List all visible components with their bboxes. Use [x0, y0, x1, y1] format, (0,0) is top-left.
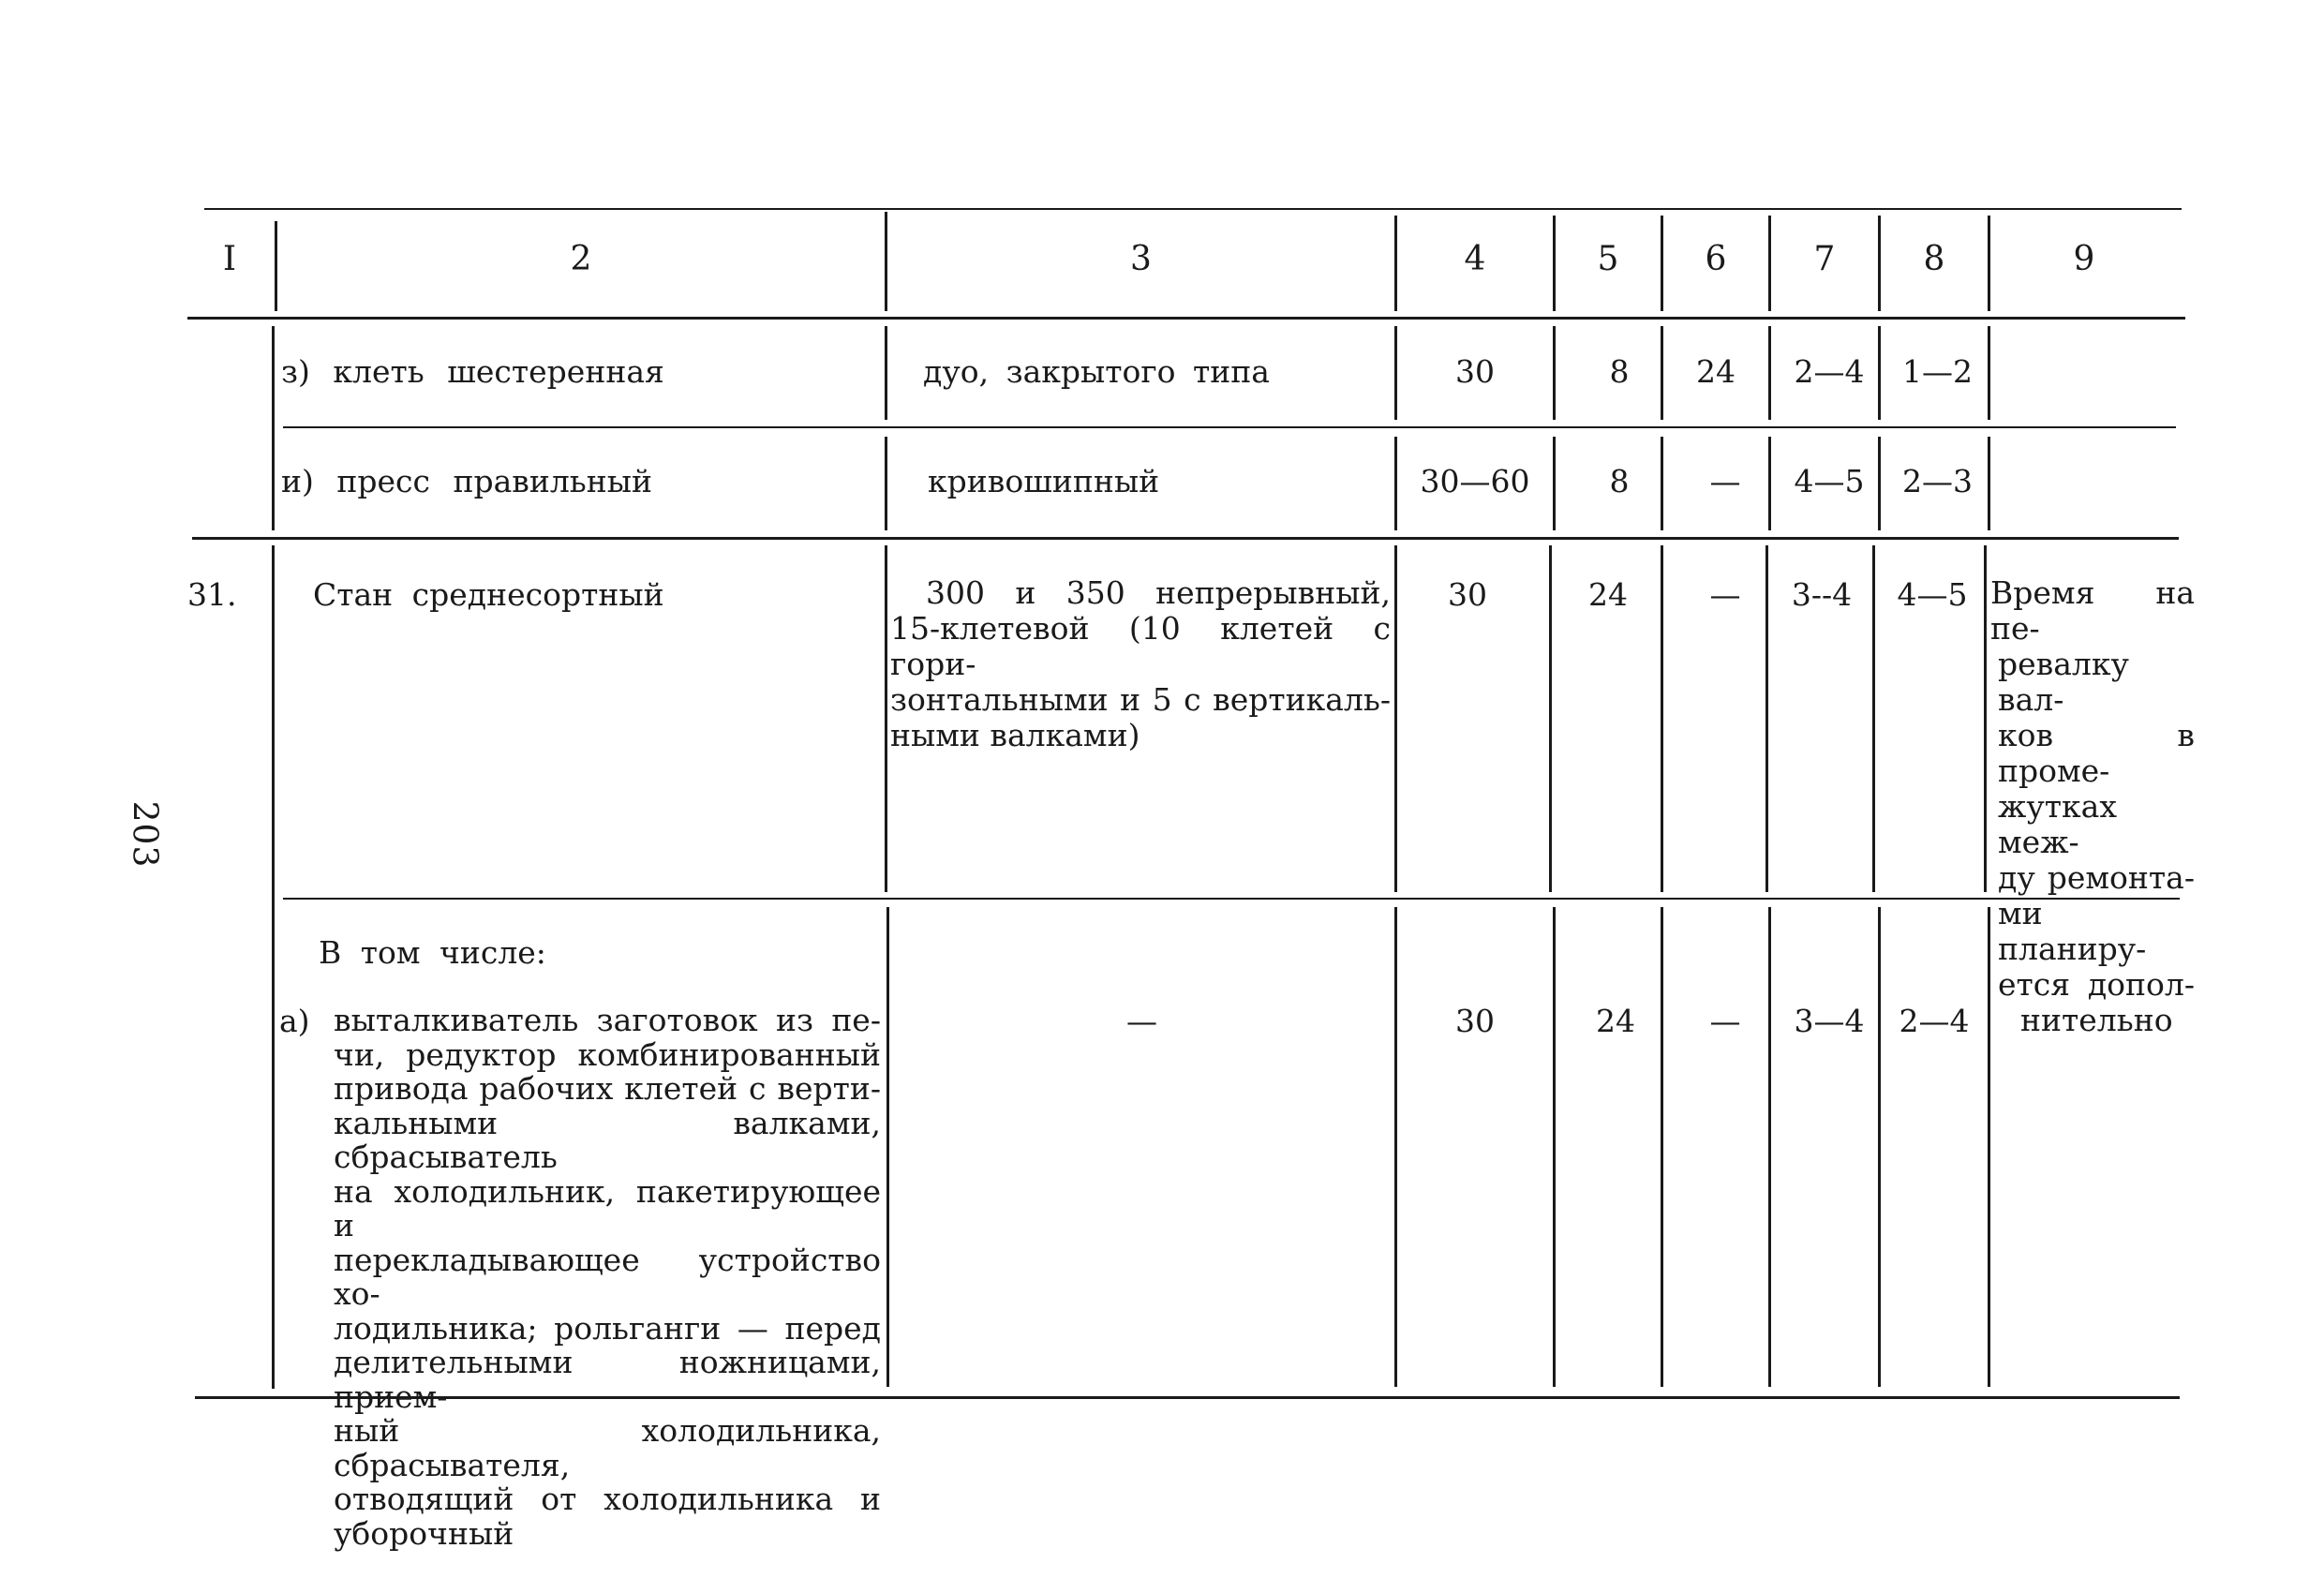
row-31-col6: —: [1709, 576, 1741, 613]
row-31-note: [1990, 575, 2195, 1038]
body-divider-7-8-c: [1872, 545, 1875, 892]
row-a-description-line: привода рабочих клетей с верти-: [334, 1070, 881, 1107]
table-top-rule: [204, 208, 2182, 210]
body-divider-7-8-d: [1878, 907, 1881, 1387]
body-divider-7-8: [1878, 326, 1881, 420]
row-a-col7: 3—4: [1794, 1003, 1865, 1039]
body-divider-4-5-d: [1553, 907, 1556, 1387]
row-31-type: [890, 575, 1391, 753]
row-a-intro: В том числе:: [319, 934, 546, 971]
row-31-note-line: ков в проме-: [1998, 717, 2195, 789]
body-divider-4-5-c: [1549, 545, 1552, 892]
body-divider-4-5: [1553, 326, 1556, 420]
row-a-description-line: ный холодильника, сбрасывателя,: [334, 1412, 881, 1483]
header-col-2: 2: [570, 240, 592, 278]
header-bottom-rule: [187, 317, 2185, 320]
body-divider-6-7-d: [1768, 907, 1771, 1387]
row-31-note-line: ду ремонта-: [1998, 859, 2195, 896]
row-a-col3: —: [1126, 1003, 1157, 1039]
row-i-name: и) пресс правильный: [281, 463, 653, 499]
row-a-description-line: лодильника; рольганги — перед: [334, 1309, 881, 1347]
row-i-col5: 8: [1609, 463, 1630, 499]
header-col-9: 9: [2073, 240, 2095, 278]
row-z-bottom-rule: [283, 426, 2176, 428]
row-a-col4: 30: [1455, 1003, 1495, 1039]
body-divider-7-8-b: [1878, 437, 1881, 530]
header-col-6: 6: [1705, 240, 1727, 278]
body-divider-8-9-c: [1984, 545, 1987, 892]
row-z-name: з) клеть шестеренная: [281, 353, 664, 390]
body-divider-8-9: [1988, 326, 1990, 420]
row-a-col8: 2—4: [1899, 1003, 1970, 1039]
row-31-name: Стан среднесортный: [313, 576, 664, 613]
header-col-4: 4: [1464, 240, 1486, 278]
row-a-description-line: на холодильник, пакетирующее и: [334, 1172, 881, 1243]
row-z-col8: 1—2: [1902, 353, 1973, 390]
body-divider-1-2-lower: [272, 545, 275, 1389]
row-a-col5: 24: [1596, 1003, 1635, 1039]
row-a-col6: —: [1709, 1003, 1741, 1039]
row-a-description: [334, 1004, 881, 1551]
body-divider-3-4-d: [1394, 907, 1397, 1387]
row-a-description-line: чи, редуктор комбинированный: [334, 1035, 881, 1073]
row-31-col4: 30: [1448, 576, 1487, 613]
row-i-type: кривошипный: [928, 463, 1160, 499]
body-divider-2-3: [885, 326, 887, 420]
row-31-col5: 24: [1588, 576, 1628, 613]
header-col-3: 3: [1130, 240, 1152, 278]
body-divider-8-9-b: [1988, 437, 1990, 530]
row-a-marker: а): [279, 1003, 310, 1039]
row-a-description-line: выталкиватель заготовок из пе-: [334, 1002, 881, 1038]
row-31-note-line: ревалку вал-: [1998, 646, 2129, 718]
row-31-note-line: ми планиру-: [1998, 895, 2147, 967]
row-z-col6: 24: [1696, 353, 1736, 390]
row-i-bottom-rule: [192, 537, 2179, 540]
row-i-col7: 4—5: [1794, 463, 1865, 499]
row-31-number: 31.: [187, 576, 237, 613]
row-a-description-line: перекладывающее устройство хо-: [334, 1241, 881, 1312]
row-31-note-line: нительно: [2020, 1002, 2173, 1038]
body-divider-1-2: [272, 326, 275, 530]
row-z-col5: 8: [1609, 353, 1630, 390]
body-divider-5-6-d: [1661, 907, 1663, 1387]
body-divider-2-3-d: [886, 907, 889, 1387]
row-31-col7: 3--4: [1791, 576, 1853, 613]
body-divider-2-3-b: [885, 437, 887, 530]
header-col-8: 8: [1923, 240, 1945, 278]
row-z-type: дуо, закрытого типа: [923, 353, 1270, 390]
header-col-7: 7: [1813, 240, 1836, 278]
row-31-col8: 4—5: [1897, 576, 1968, 613]
body-divider-6-7: [1768, 326, 1771, 420]
row-31-note-line: Время на пе-: [1990, 574, 2195, 647]
row-31-note-line: ется допол-: [1998, 966, 2195, 1003]
row-i-col6: —: [1709, 463, 1741, 499]
row-a-description-line: делительными ножницами, прием-: [334, 1344, 881, 1415]
header-col-1: I: [222, 240, 237, 278]
row-31-type-line: 15-клетевой (10 клетей с гори-: [890, 610, 1391, 682]
row-z-col7: 2—4: [1794, 353, 1865, 390]
body-divider-4-5-b: [1553, 437, 1556, 530]
row-31-note-line: жутках меж-: [1998, 788, 2117, 860]
row-a-description-line: уборочный: [334, 1514, 514, 1552]
row-i-col8: 2—3: [1902, 463, 1973, 499]
body-divider-2-3-c: [885, 545, 887, 892]
row-i-col4: 30—60: [1420, 463, 1530, 499]
row-31-type-line: 300 и 350 непрерывный,: [926, 574, 1391, 611]
row-z-col4: 30: [1455, 353, 1495, 390]
row-31-bottom-rule: [283, 898, 2180, 900]
page-number: 203: [125, 800, 164, 869]
row-a-description-line: кальными валками, сбрасыватель: [334, 1104, 881, 1175]
row-a-description-line: отводящий от холодильника и: [334, 1481, 881, 1517]
row-31-type-line: зонтальными и 5 с вертикаль-: [890, 681, 1391, 718]
row-31-type-line: ными валками): [890, 717, 1140, 753]
body-divider-5-6-c: [1661, 545, 1663, 892]
header-col-5: 5: [1597, 240, 1619, 278]
